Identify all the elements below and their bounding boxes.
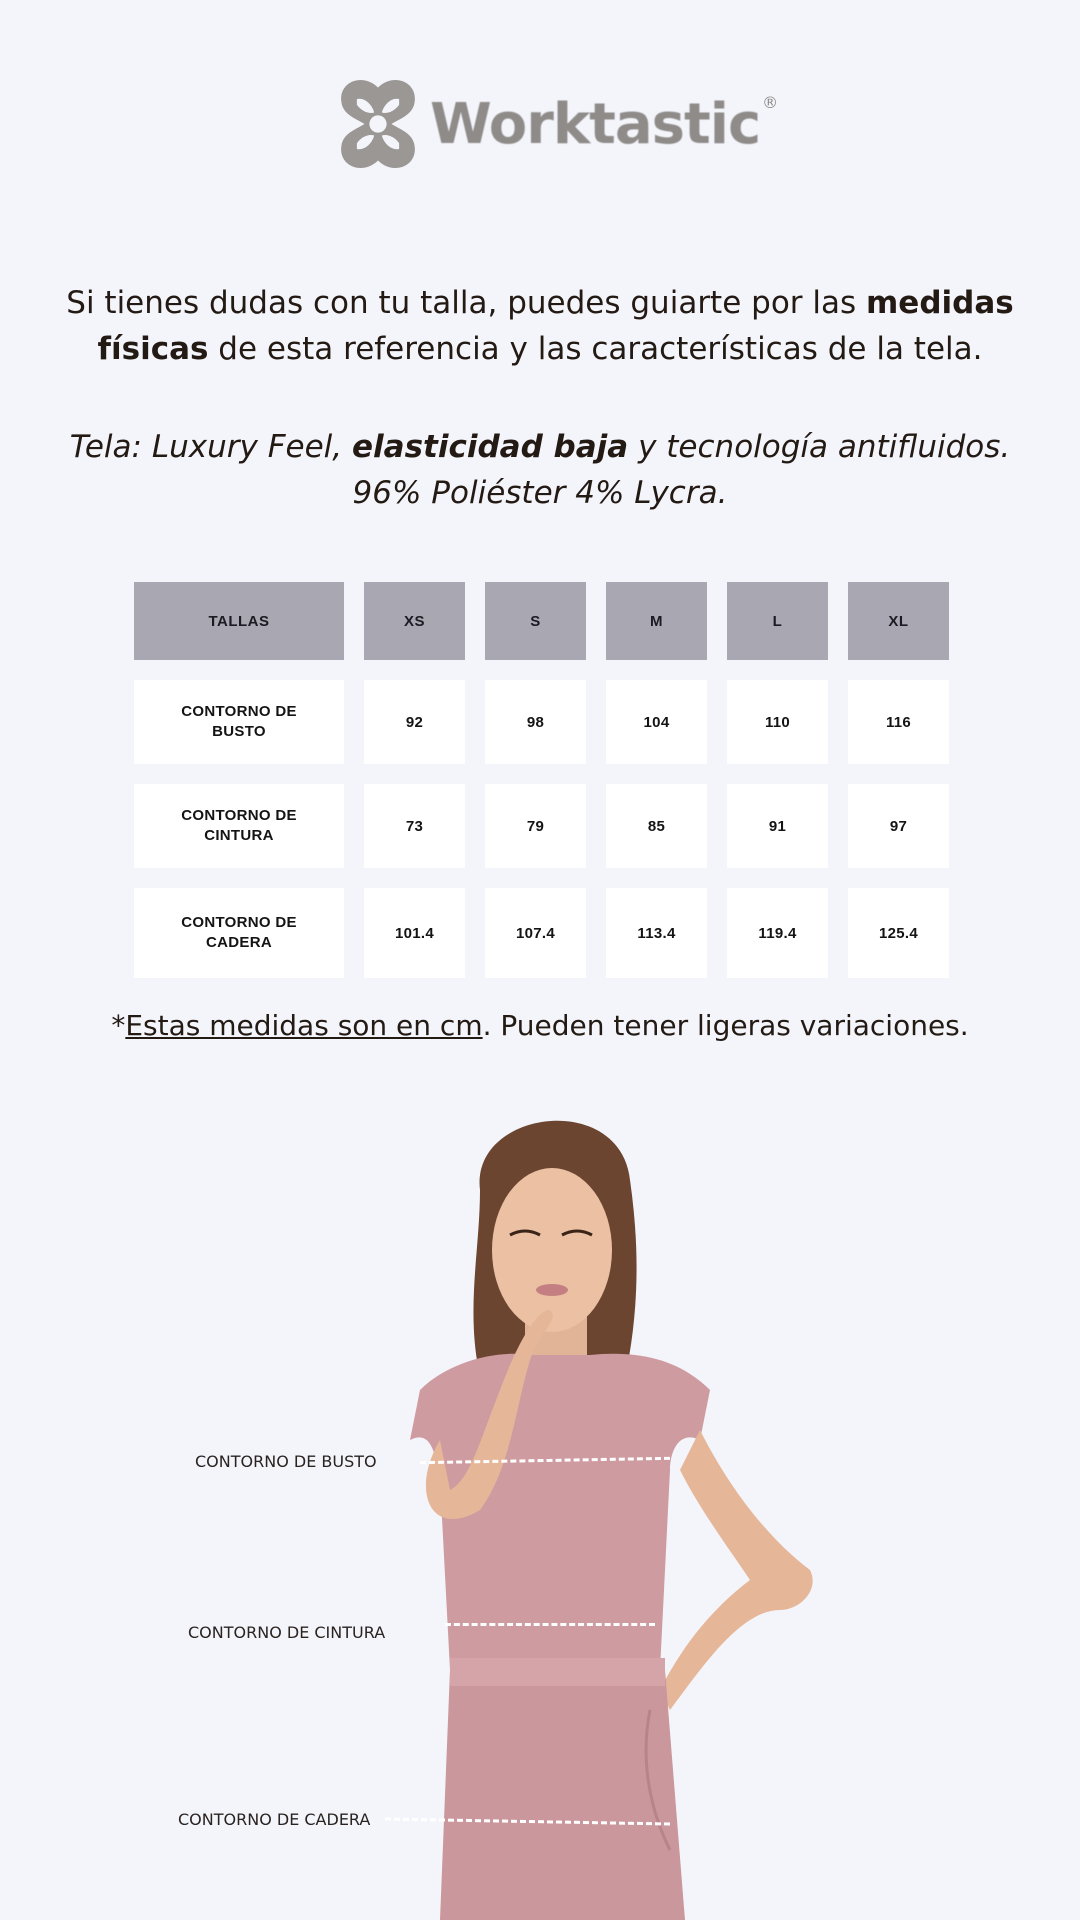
label-contorno-cadera: CONTORNO DE CADERA — [178, 1810, 371, 1829]
header-xs: XS — [364, 582, 465, 660]
table-cell: 107.4 — [485, 888, 586, 978]
table-cell: 125.4 — [848, 888, 949, 978]
header-tallas: TALLAS — [134, 582, 344, 660]
registered-mark: ® — [762, 92, 779, 112]
header-l: L — [727, 582, 828, 660]
header-xl: XL — [848, 582, 949, 660]
row-label-cadera — [134, 888, 344, 978]
row-label-busto — [134, 680, 344, 764]
note-underlined: Estas medidas son en cm — [125, 1009, 483, 1042]
intro-before: Si tienes dudas con tu talla, puedes guiarte por las — [66, 285, 866, 321]
table-cell: 113.4 — [606, 888, 707, 978]
table-cell: 97 — [848, 784, 949, 868]
label-contorno-busto: CONTORNO DE BUSTO — [195, 1452, 377, 1471]
table-row-cintura — [134, 784, 949, 868]
table-cell: 116 — [848, 680, 949, 764]
row-label-line: CONTORNO DE — [181, 914, 297, 931]
intro-text — [60, 280, 1020, 372]
row-label-cintura — [134, 784, 344, 868]
table-cell: 85 — [606, 784, 707, 868]
note-star: * — [111, 1009, 126, 1042]
face — [492, 1168, 612, 1332]
table-cell: 110 — [727, 680, 828, 764]
table-cell: 79 — [485, 784, 586, 868]
row-label-line: CADERA — [206, 934, 272, 951]
table-cell: 104 — [606, 680, 707, 764]
fabric-before: Tela: Luxury Feel, — [69, 429, 352, 465]
fabric-after: y tecnología antifluidos. — [628, 429, 1011, 465]
intro-bold: medidas físicas — [97, 285, 1014, 367]
intro-after: de esta referencia y las características de la tela. — [208, 331, 983, 367]
row-label-line: BUSTO — [212, 723, 266, 740]
fabric-bold: elasticidad baja — [352, 429, 629, 465]
fabric-composition: 96% Poliéster 4% Lycra. — [352, 475, 728, 511]
table-cell: 101.4 — [364, 888, 465, 978]
table-cell: 91 — [727, 784, 828, 868]
pants-garment — [440, 1670, 685, 1920]
header-m: M — [606, 582, 707, 660]
table-row-busto — [134, 680, 949, 764]
row-label-line: CONTORNO DE — [181, 807, 297, 824]
fabric-text — [60, 424, 1020, 516]
row-label-line: CINTURA — [204, 827, 274, 844]
label-contorno-cintura: CONTORNO DE CINTURA — [188, 1623, 386, 1642]
worktastic-logo-icon — [330, 76, 426, 172]
size-table — [114, 562, 969, 998]
waist-dashed-line — [445, 1623, 655, 1626]
brand-logo — [330, 74, 779, 174]
note-rest: . Pueden tener ligeras variaciones. — [482, 1009, 969, 1042]
size-table-header — [134, 582, 949, 660]
row-label-line: CONTORNO DE — [181, 703, 297, 720]
table-row-cadera — [134, 888, 949, 978]
table-cell: 98 — [485, 680, 586, 764]
table-cell: 92 — [364, 680, 465, 764]
table-cell: 119.4 — [727, 888, 828, 978]
header-s: S — [485, 582, 586, 660]
model-photo — [340, 1110, 860, 1920]
table-cell: 73 — [364, 784, 465, 868]
brand-name: Worktastic — [430, 91, 761, 157]
measurement-note — [60, 1006, 1020, 1046]
